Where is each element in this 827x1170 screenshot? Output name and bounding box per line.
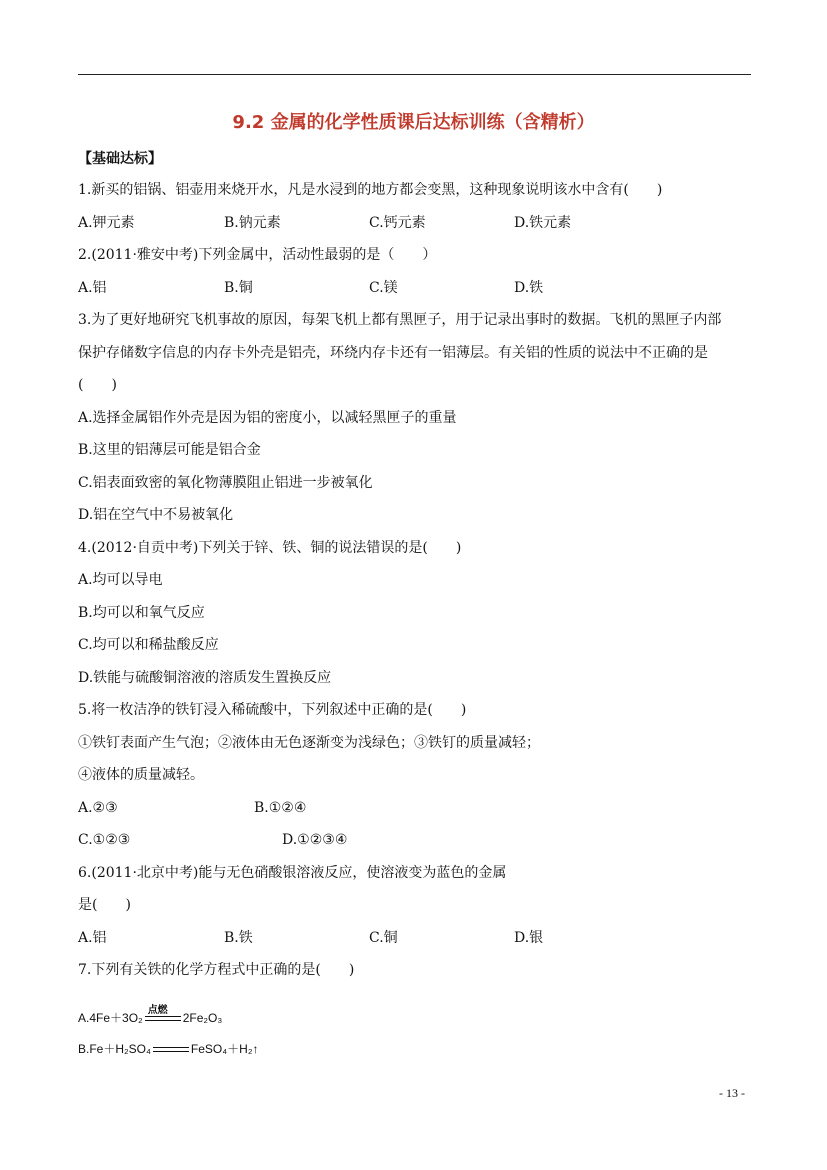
q1-option-d: D.铁元素 bbox=[514, 215, 572, 231]
q4-option-c: C.均可以和稀盐酸反应 bbox=[78, 637, 219, 653]
q7-option-b-reactants: B.Fe＋H₂SO₄ bbox=[78, 1042, 151, 1056]
q6-stem-line1: 6.(2011·北京中考)能与无色硝酸银溶液反应，使溶液变为蓝色的金属 bbox=[78, 865, 507, 881]
q3-stem-line2: 保护存储数字信息的内存卡外壳是铝壳，环绕内存卡还有一铝薄层。有关铝的性质的说法中不正确的是 bbox=[78, 345, 708, 361]
q4-stem: 4.(2012·自贡中考)下列关于锌、铁、铜的说法错误的是( ) bbox=[78, 540, 462, 556]
q3-option-b: B.这里的铝薄层可能是铝合金 bbox=[78, 442, 261, 458]
q6-option-b: B.铁 bbox=[224, 930, 253, 946]
q4-option-d: D.铁能与硫酸铜溶液的溶质发生置换反应 bbox=[78, 670, 332, 686]
q3-stem-line1: 3.为了更好地研究飞机事故的原因，每架飞机上都有黑匣子，用于记录出事时的数据。飞机的黑匣子内部 bbox=[78, 312, 722, 328]
reaction-condition: 点燃 bbox=[147, 1005, 168, 1017]
q5-option-d: D.①②③④ bbox=[282, 832, 348, 848]
q5-option-b: B.①②④ bbox=[254, 800, 307, 816]
reaction-equals-sign bbox=[145, 1005, 181, 1021]
q7-option-b-products: FeSO₄＋H₂↑ bbox=[190, 1042, 259, 1056]
q4-option-b: B.均可以和氧气反应 bbox=[78, 605, 205, 621]
q6-stem-line2: 是( ) bbox=[78, 897, 131, 913]
section-heading: 【基础达标】 bbox=[78, 151, 162, 167]
q3-option-c: C.铝表面致密的氧化物薄膜阻止铝进一步被氧化 bbox=[78, 475, 373, 491]
q1-option-b: B.钠元素 bbox=[224, 215, 281, 231]
q7-option-a-reactants: A.4Fe＋3O₂ bbox=[78, 1011, 143, 1025]
q6-option-c: C.铜 bbox=[369, 930, 398, 946]
q6-option-a: A.铝 bbox=[78, 930, 107, 946]
q2-option-a: A.铝 bbox=[78, 280, 107, 296]
q6-option-d: D.银 bbox=[514, 930, 544, 946]
q7-option-b bbox=[78, 1039, 258, 1059]
q5-option-a: A.②③ bbox=[78, 800, 118, 816]
q5-stem: 5.将一枚洁净的铁钉浸入稀硫酸中，下列叙述中正确的是( ) bbox=[78, 702, 467, 718]
q2-option-b: B.铜 bbox=[224, 280, 253, 296]
q1-stem: 1.新买的铝锅、铝壶用来烧开水，凡是水浸到的地方都会变黑，这种现象说明该水中含有( ) bbox=[78, 182, 663, 198]
q7-stem: 7.下列有关铁的化学方程式中正确的是( ) bbox=[78, 962, 355, 978]
q3-option-d: D.铝在空气中不易被氧化 bbox=[78, 507, 234, 523]
q1-option-c: C.钙元素 bbox=[369, 215, 426, 231]
reaction-equals-sign bbox=[153, 1047, 189, 1052]
q1-option-a: A.钾元素 bbox=[78, 215, 135, 231]
page-title: 9.2 金属的化学性质课后达标训练（含精析） bbox=[232, 112, 595, 133]
q3-option-a: A.选择金属铝作外壳是因为铝的密度小，以减轻黑匣子的重量 bbox=[78, 410, 457, 426]
q2-option-d: D.铁 bbox=[514, 280, 544, 296]
q5-option-c: C.①②③ bbox=[78, 832, 131, 848]
q2-option-c: C.镁 bbox=[369, 280, 398, 296]
page-number: - 13 - bbox=[719, 1086, 745, 1100]
q7-option-a-products: 2Fe₂O₃ bbox=[182, 1011, 223, 1025]
header-rule bbox=[78, 74, 751, 75]
q7-option-a bbox=[78, 1005, 223, 1028]
q3-stem-line3: ( ) bbox=[78, 377, 117, 393]
q2-stem: 2.(2011·雅安中考)下列金属中，活动性最弱的是（ ） bbox=[78, 247, 437, 263]
q5-statements-line2: ④液体的质量减轻。 bbox=[78, 767, 204, 783]
q5-statements-line1: ①铁钉表面产生气泡；②液体由无色逐渐变为浅绿色；③铁钉的质量减轻； bbox=[78, 735, 540, 751]
q4-option-a: A.均可以导电 bbox=[78, 572, 163, 588]
